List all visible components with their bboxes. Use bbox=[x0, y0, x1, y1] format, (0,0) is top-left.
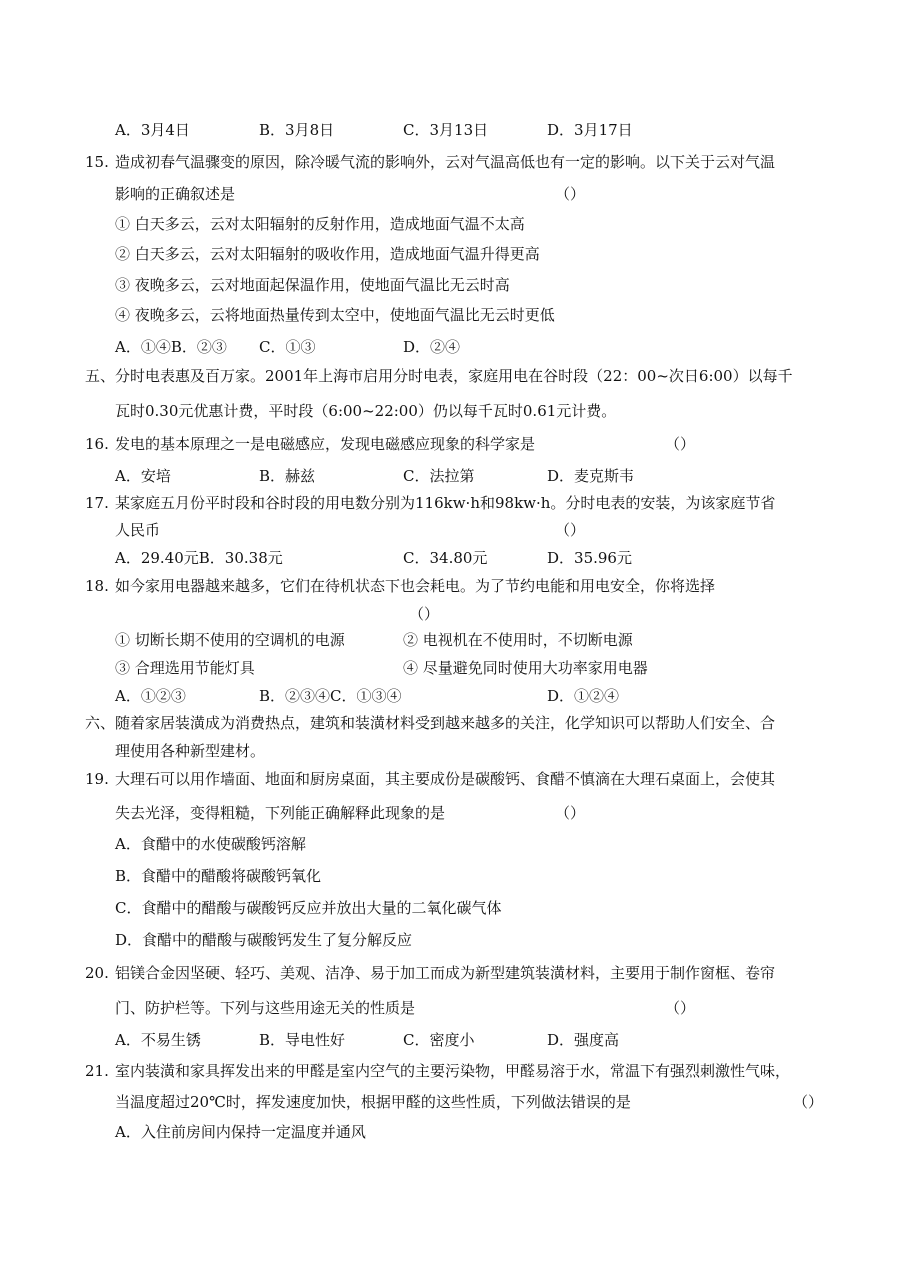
q15-stem-line1: 造成初春气温骤变的原因，除冷暖气流的影响外，云对气温高低也有一定的影响。以下关于云对气温 bbox=[115, 153, 776, 171]
q18-option-d: D．①②④ bbox=[547, 687, 620, 705]
q17-answer-paren: （） bbox=[555, 521, 586, 539]
q16-option-c: C．法拉第 bbox=[403, 467, 475, 485]
q15-option-c: C．①③ bbox=[259, 338, 316, 356]
q17-option-d: D．35.96元 bbox=[547, 549, 632, 567]
q18-number: 18. bbox=[85, 577, 109, 595]
q20-option-b: B．导电性好 bbox=[259, 1031, 346, 1049]
q19-option-a: A．食醋中的水使碳酸钙溶解 bbox=[115, 835, 306, 853]
q18-item-4: ④ 尽量避免同时使用大功率家用电器 bbox=[403, 659, 648, 677]
section5-line1: 五、分时电表惠及百万家。2001年上海市启用分时电表，家庭用电在谷时段（22：00~次日6:00）以每千 bbox=[85, 367, 793, 385]
q18-item-2: ② 电视机在不使用时，不切断电源 bbox=[403, 631, 633, 649]
q16-number: 16. bbox=[85, 435, 109, 453]
q20-option-a: A．不易生锈 bbox=[115, 1031, 201, 1049]
q20-stem-line2: 门、防护栏等。下列与这些用途无关的性质是 bbox=[115, 999, 416, 1017]
q20-option-d: D．强度高 bbox=[547, 1031, 620, 1049]
q19-stem-line2: 失去光泽，变得粗糙，下列能正确解释此现象的是 bbox=[115, 804, 446, 822]
section6-line1: 六、随着家居装潢成为消费热点，建筑和装潢材料受到越来越多的关注，化学知识可以帮助人们安全、合 bbox=[85, 714, 776, 732]
q15-item-3: ③ 夜晚多云，云对地面起保温作用，使地面气温比无云时高 bbox=[115, 276, 510, 294]
q20-answer-paren: （） bbox=[665, 999, 696, 1017]
q19-answer-paren: （） bbox=[555, 804, 586, 822]
q21-option-a: A．入住前房间内保持一定温度并通风 bbox=[115, 1123, 366, 1141]
q19-option-b: B．食醋中的醋酸将碳酸钙氧化 bbox=[115, 867, 322, 885]
q14-option-c: C．3月13日 bbox=[403, 121, 489, 139]
q16-option-d: D．麦克斯韦 bbox=[547, 467, 635, 485]
q16-answer-paren: （） bbox=[665, 435, 696, 453]
q15-stem-line2: 影响的正确叙述是 bbox=[115, 185, 236, 203]
q14-option-d: D．3月17日 bbox=[547, 121, 633, 139]
q18-stem: 如今家用电器越来越多，它们在待机状态下也会耗电。为了节约电能和用电安全，你将选择 bbox=[115, 577, 716, 595]
q17-stem-line1: 某家庭五月份平时段和谷时段的用电数分别为116kw·h和98kw·h。分时电表的安装，为该家庭节省 bbox=[115, 494, 776, 512]
q17-option-c: C．34.80元 bbox=[403, 549, 488, 567]
q17-option-ab: A．29.40元B．30.38元 bbox=[115, 549, 283, 567]
q15-item-2: ② 白天多云，云对太阳辐射的吸收作用，造成地面气温升得更高 bbox=[115, 245, 540, 263]
q19-option-c: C．食醋中的醋酸与碳酸钙反应并放出大量的二氧化碳气体 bbox=[115, 899, 502, 917]
q14-option-a: A．3月4日 bbox=[115, 121, 190, 139]
q18-option-bc: B．②③④C．①③④ bbox=[259, 687, 402, 705]
q18-item-1: ① 切断长期不使用的空调机的电源 bbox=[115, 631, 345, 649]
section6-line2: 理使用各种新型建材。 bbox=[115, 742, 266, 760]
q14-option-b: B．3月8日 bbox=[259, 121, 335, 139]
q19-option-d: D．食醋中的醋酸与碳酸钙发生了复分解反应 bbox=[115, 931, 413, 949]
q21-number: 21. bbox=[85, 1062, 109, 1080]
q16-stem: 发电的基本原理之一是电磁感应，发现电磁感应现象的科学家是 bbox=[115, 435, 536, 453]
q16-option-a: A．安培 bbox=[115, 467, 171, 485]
q15-item-1: ① 白天多云，云对太阳辐射的反射作用，造成地面气温不太高 bbox=[115, 215, 525, 233]
q15-item-4: ④ 夜晚多云，云将地面热量传到太空中，使地面气温比无云时更低 bbox=[115, 306, 555, 324]
q19-stem-line1: 大理石可以用作墙面、地面和厨房桌面，其主要成份是碳酸钙、食醋不慎滴在大理石桌面上，会使其 bbox=[115, 770, 776, 788]
q16-option-b: B．赫兹 bbox=[259, 467, 316, 485]
q15-number: 15. bbox=[85, 153, 109, 171]
q17-stem-line2: 人民币 bbox=[115, 521, 161, 539]
q20-number: 20. bbox=[85, 964, 109, 982]
q15-option-ab: A．①④B．②③ bbox=[115, 338, 227, 356]
q20-stem-line1: 铝镁合金因坚硬、轻巧、美观、洁净、易于加工而成为新型建筑装潢材料，主要用于制作窗框、卷帘 bbox=[115, 964, 776, 982]
q17-number: 17. bbox=[85, 494, 109, 512]
q20-option-c: C．密度小 bbox=[403, 1031, 475, 1049]
q21-answer-paren: （） bbox=[793, 1093, 824, 1111]
q21-stem-line2: 当温度超过20℃时，挥发速度加快，根据甲醛的这些性质，下列做法错误的是 bbox=[115, 1093, 631, 1111]
section5-line2: 瓦时0.30元优惠计费，平时段（6:00~22:00）仍以每千瓦时0.61元计费。 bbox=[115, 402, 617, 420]
q18-option-a: A．①②③ bbox=[115, 687, 186, 705]
q18-item-3: ③ 合理选用节能灯具 bbox=[115, 659, 255, 677]
q19-number: 19. bbox=[85, 770, 109, 788]
q21-stem-line1: 室内装潢和家具挥发出来的甲醛是室内空气的主要污染物，甲醛易溶于水，常温下有强烈刺激性气味， bbox=[115, 1062, 791, 1080]
q18-answer-paren: （） bbox=[409, 605, 440, 623]
q15-answer-paren: （） bbox=[555, 185, 586, 203]
q15-option-d: D．②④ bbox=[403, 338, 461, 356]
